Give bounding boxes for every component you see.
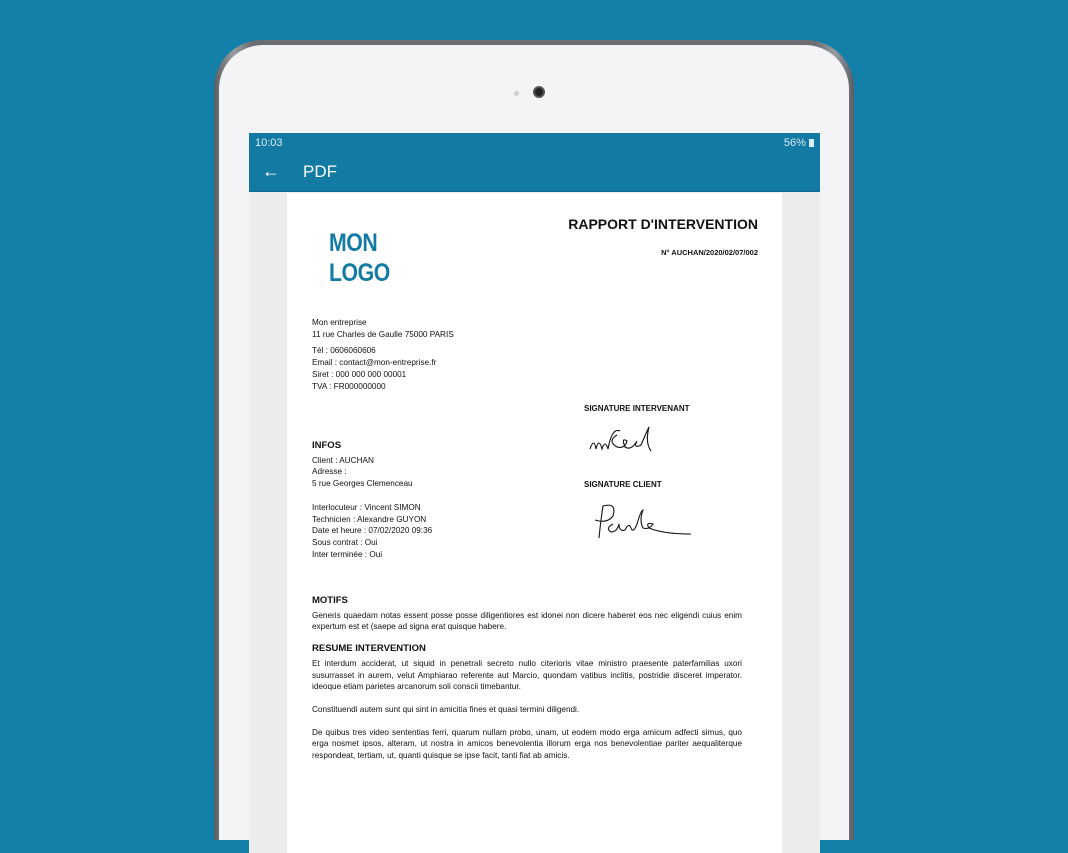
arrow-left-icon[interactable]: ← xyxy=(262,161,280,181)
sensor xyxy=(514,91,519,96)
signature-client-label: SIGNATURE CLIENT xyxy=(584,480,662,489)
signature-tech-label: SIGNATURE INTERVENANT xyxy=(584,404,690,413)
app-toolbar xyxy=(249,152,820,192)
pdf-page[interactable] xyxy=(287,193,782,853)
camera-icon xyxy=(533,86,545,98)
tablet-bezel xyxy=(219,45,849,840)
motifs-section: MOTIFS Generis quaedam notas essent posse posse diligentiores est idonei non dicere haberet eos nec eligendi cuius enim expertum est et (saepe ad signa erat quisque habere. RESUME INTERVENTION Et interdum acciderat, ut siquid in penetrali secreto nullo citerioris vitae ministro praesente paterfamilias uxori susurrasset in aurem, velut Amphiarao referente aut Marcio, quondam vatibus inclitis, postridie disceret imperator. ideoque etiam parietes arcanorum soli conscii timebantur. Constituendi autem sunt qui sint in amicitia fines et quasi termini diligendi. De quibus tres video sententias ferri, quarum nullam probo, unam, ut eodem modo erga amicum adfecti simus, quo erga nosmet ipsos, alteram, ut nostra in amicos benevolentia illorum erga nos benevolentiae pariter aequaliterque respondeat, tertiam, ut, quanti quisque se ipse facit, tanti fiat ab amicis. xyxy=(312,595,742,761)
report-title: RAPPORT D'INTERVENTION xyxy=(568,216,758,232)
battery-level: 56% xyxy=(783,136,806,149)
technician-signature xyxy=(587,421,697,461)
infos-section: INFOS Client : AUCHAN Adresse : 5 rue Georges Clemenceau Interlocuteur : Vincent SIMON Technicien : Alexandre GUYON Date et heure : 07/02/2020 09:36 Sous contrat : Oui Inter terminée : Oui xyxy=(312,440,433,559)
battery-icon xyxy=(809,139,814,147)
report-number: N° AUCHAN/2020/02/07/002 xyxy=(661,248,758,257)
resume-title: RESUME INTERVENTION xyxy=(312,643,426,655)
battery-indicator xyxy=(784,137,814,149)
company-block: Mon entreprise 11 rue Charles de Gaulle 75000 PARIS Tél : 0606060606 Email : contact@mon-entreprise.fr Siret : 000 000 000 00001 TVA : FR000000000 xyxy=(312,318,454,391)
client-signature xyxy=(587,498,702,543)
status-time: 10:03 xyxy=(255,136,283,149)
company-logo: MON LOGO xyxy=(329,229,390,287)
screen xyxy=(249,133,820,853)
toolbar-title: PDF xyxy=(303,161,337,181)
tablet-frame xyxy=(214,40,854,840)
status-bar xyxy=(249,133,820,152)
